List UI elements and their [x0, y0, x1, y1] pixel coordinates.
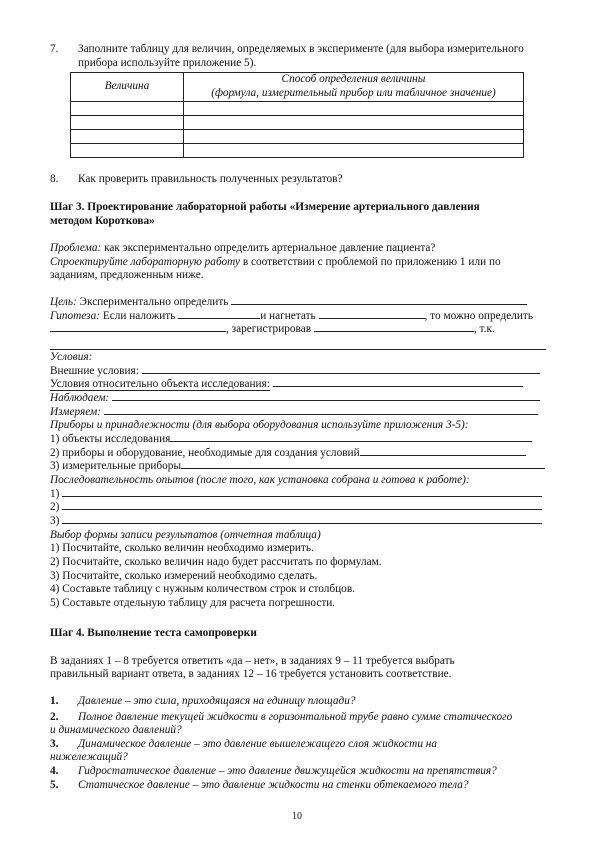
sequence-line-2 — [50, 501, 546, 515]
measured-line — [50, 406, 546, 420]
form-step-4: 4) Составьте таблицу с нужным количеством строк и столбцов. — [50, 583, 355, 595]
question-number: 2. — [50, 711, 59, 723]
text: в соответствии с проблемой по приложению 1 или по — [240, 256, 501, 268]
test-question-4 — [50, 765, 546, 779]
question-text: Динамическое давление – это давление вышележащего слоя жидкости на — [78, 738, 438, 750]
question-number: 4. — [50, 765, 59, 777]
section-title: Шаг 3. Проектирование лабораторной работы «Измерение артериального давления — [50, 201, 480, 213]
devices-title: Приборы и принадлежности (для выбора оборудования используйте приложения 3-5): — [50, 419, 469, 431]
devices-line-2 — [50, 447, 546, 461]
test-question-5 — [50, 779, 546, 793]
table-cell — [184, 116, 524, 130]
text: , т.к. — [473, 323, 495, 335]
design-line-2: заданиям, предложенным ниже. — [50, 269, 204, 281]
label: Внешние условия: — [50, 365, 139, 377]
test-question-1 — [50, 695, 546, 709]
measurement-table — [70, 72, 524, 158]
blank-line — [50, 337, 546, 350]
label: Цель: — [50, 296, 77, 308]
text: 1) — [50, 488, 60, 500]
form-step-5: 5) Составьте отдельную таблицу для расчета погрешности. — [50, 597, 336, 609]
conditions-label: Условия: — [50, 351, 93, 363]
question-number: 1. — [50, 695, 59, 707]
blank-line — [142, 373, 540, 374]
label: Гипотеза: — [50, 310, 100, 322]
table-header-method — [184, 73, 524, 102]
question-number: 5. — [50, 779, 59, 791]
test-question-3 — [50, 738, 546, 766]
table-cell — [184, 130, 524, 144]
blank-line — [319, 318, 425, 319]
item-number: 8. — [50, 173, 59, 185]
question-text: Гидростатическое давление – это давление движущейся жидкости на препятствия? — [78, 765, 497, 777]
text: , то можно определить — [424, 310, 534, 322]
question-text: Давление – это сила, приходящаяся на единицу площади? — [78, 695, 356, 707]
sequence-line-1 — [50, 488, 546, 502]
header-line: (формула, измерительный прибор или табличное значение) — [211, 87, 496, 99]
form-title: Выбор формы записи результатов (отчетная таблица) — [50, 529, 321, 541]
test-question-2 — [50, 711, 546, 739]
table-cell — [184, 144, 524, 158]
blank-line — [178, 318, 260, 319]
table-cell — [71, 144, 184, 158]
table-cell — [71, 102, 184, 116]
devices-line-1 — [50, 433, 546, 447]
question-text-cont: и динамического давлений? — [50, 724, 182, 736]
blank-line — [273, 386, 523, 387]
text: 3) измерительные приборы — [50, 460, 182, 472]
label: Спроектируйте лабораторную работу — [50, 256, 241, 268]
section-title: Шаг 4. Выполнение теста самопроверки — [50, 627, 257, 639]
form-step-2: 2) Посчитайте, сколько величин надо будет рассчитать по формулам. — [50, 556, 382, 568]
blank-line — [112, 400, 540, 401]
label: Проблема: — [50, 242, 102, 254]
hypothesis-line — [50, 310, 546, 324]
problem-line — [50, 242, 546, 256]
blank-line — [104, 414, 538, 415]
blank-line — [181, 468, 545, 469]
sequence-line-3 — [50, 515, 546, 529]
goal-line — [50, 296, 546, 310]
object-conditions-line — [50, 378, 546, 392]
text: как экспериментально определить артериальное давление пациента? — [101, 242, 436, 254]
external-conditions-line — [50, 365, 546, 379]
header-line: Способ определения величины — [281, 73, 426, 86]
item-number: 7. — [50, 43, 59, 55]
question-number: 3. — [50, 738, 59, 750]
observed-line — [50, 392, 546, 406]
blank-line — [231, 304, 527, 305]
question-text: Полное давление текущей жидкости в горизонтальной трубе равно сумме статического — [78, 711, 513, 723]
form-step-3: 3) Посчитайте, сколько измерений необходимо сделать. — [50, 570, 318, 582]
text: 2) приборы и оборудование, необходимые для создания условий — [50, 447, 360, 459]
table-cell — [71, 116, 184, 130]
table-cell — [71, 130, 184, 144]
item-text: Как проверить правильность полученных результатов? — [78, 173, 343, 185]
text: , зарегистрировав — [226, 323, 314, 335]
sequence-title: Последовательность опытов (после того, как установка собрана и готова к работе): — [50, 474, 470, 486]
blank-line — [50, 331, 226, 332]
text: 1) объекты исследования — [50, 433, 171, 445]
blank-line — [62, 509, 542, 510]
section-title: методом Короткова» — [50, 215, 155, 227]
blank-line — [62, 523, 542, 524]
devices-line-3 — [50, 460, 546, 474]
instructions-line-1: В заданиях 1 – 8 требуется ответить «да – нет», в заданиях 9 – 11 требуется выбрать — [50, 655, 455, 667]
text: 3) — [50, 515, 60, 527]
text: 2) — [50, 501, 60, 513]
label: Наблюдаем: — [50, 392, 110, 404]
question-text-cont: нижележащий? — [50, 751, 128, 763]
blank-line — [314, 331, 474, 332]
blank-line — [170, 441, 532, 442]
page-number: 10 — [292, 811, 302, 822]
table-cell — [184, 102, 524, 116]
text: Если наложить — [100, 310, 179, 322]
form-step-1: 1) Посчитайте, сколько величин необходимо измерить. — [50, 542, 314, 554]
text: Экспериментально определить — [76, 296, 229, 308]
design-line — [50, 256, 546, 270]
instructions-line-2: правильный вариант ответа, в заданиях 12 – 16 требуется установить соответствие. — [50, 668, 452, 680]
blank-line — [62, 496, 542, 497]
label: Условия относительно объекта исследования: — [50, 378, 270, 390]
table-header-quantity: Величина — [71, 73, 184, 102]
blank-line — [360, 455, 526, 456]
text: и нагнетать — [260, 310, 319, 322]
question-text: Статическое давление – это давление жидкости на стенки обтекаемого тела? — [78, 779, 469, 791]
label: Измеряем: — [50, 406, 101, 418]
hypothesis-line-2 — [50, 323, 546, 337]
item-text: Заполните таблицу для величин, определяемых в эксперименте (для выбора измерительного прибора используйте приложение 5). — [78, 43, 524, 69]
